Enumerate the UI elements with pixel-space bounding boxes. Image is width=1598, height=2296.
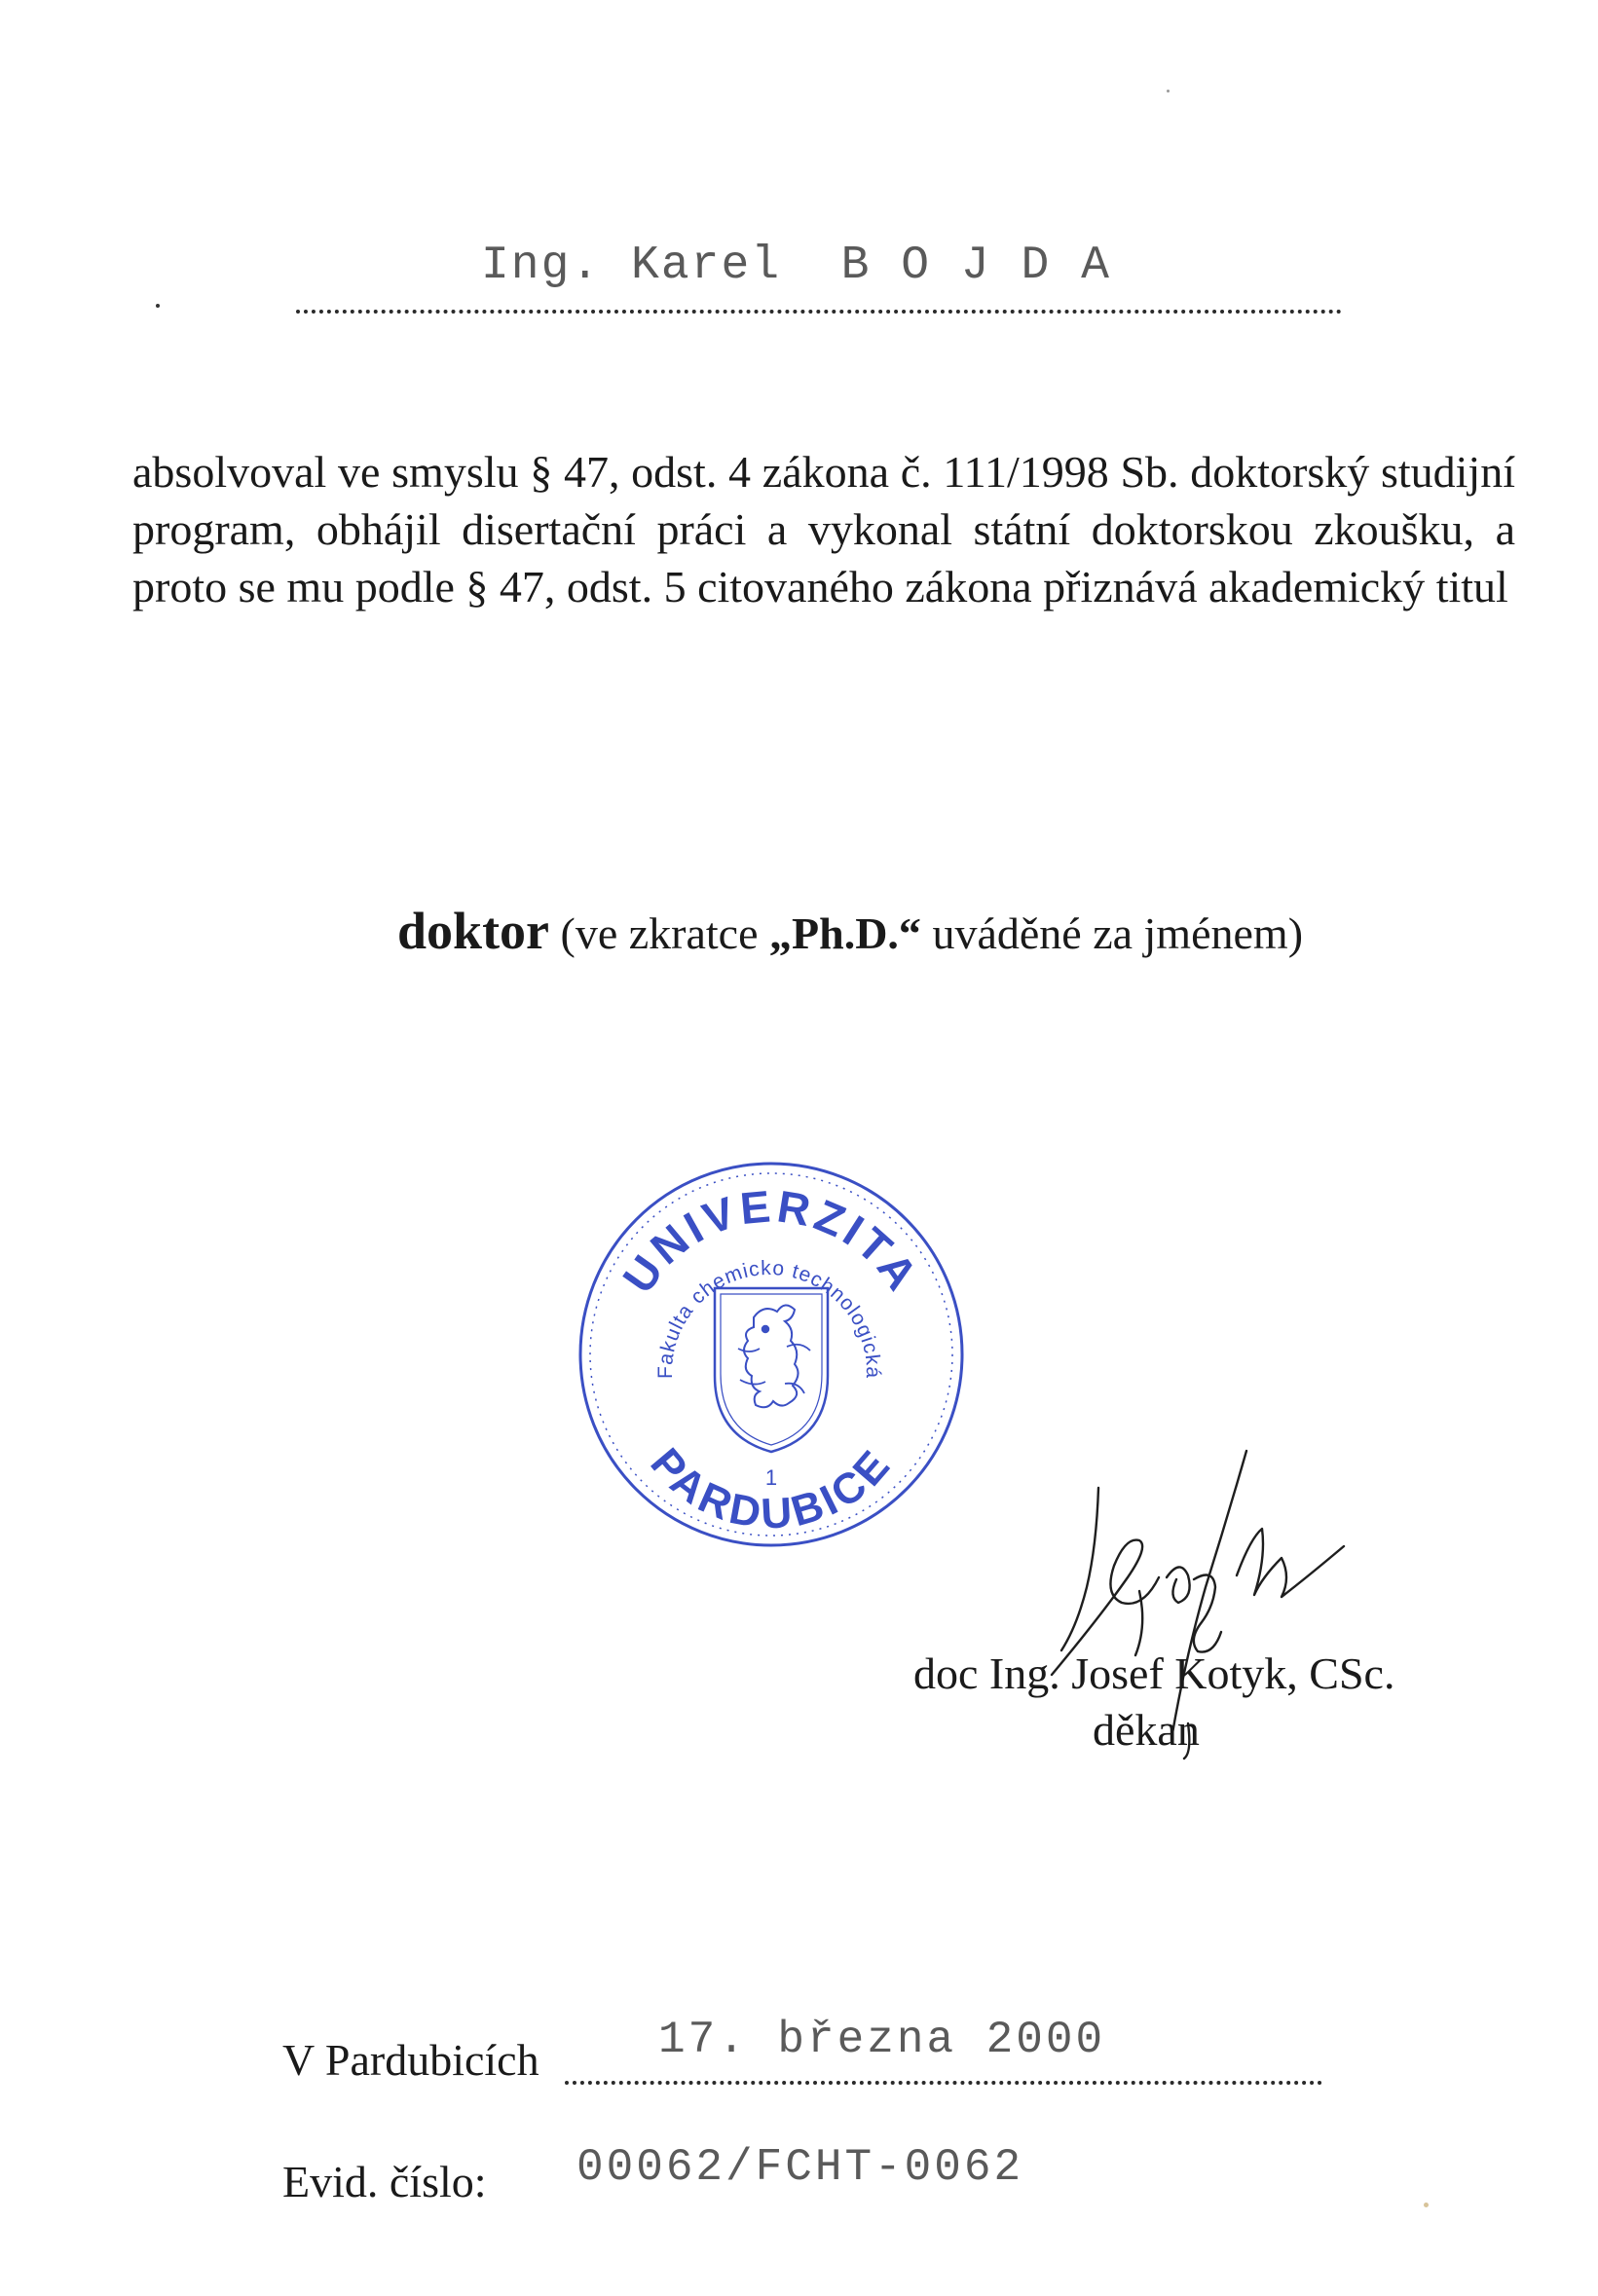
title-parenthetical-close: uváděné za jménem) xyxy=(920,908,1304,958)
stray-mark xyxy=(1424,2203,1429,2207)
issue-date: 17. března 2000 xyxy=(658,2015,1106,2065)
recipient-name: Ing. Karel B O J D A xyxy=(481,240,1111,292)
svg-text:Fakulta chemicko technologická: Fakulta chemicko technologická xyxy=(653,1256,885,1380)
university-stamp xyxy=(573,1154,970,1551)
signatory-role: děkan xyxy=(1093,1705,1200,1755)
place-label: V Pardubicích xyxy=(282,2035,539,2085)
degree-abbreviation: „Ph.D.“ xyxy=(769,908,921,958)
place-date-line xyxy=(282,2011,1324,2089)
stray-mark xyxy=(156,304,160,308)
evidence-label: Evid. číslo: xyxy=(282,2157,487,2206)
evidence-number-line xyxy=(282,2142,1159,2220)
svg-text:UNIVERZITA: UNIVERZITA xyxy=(613,1180,930,1303)
date-dotted-line xyxy=(565,2081,1322,2085)
evidence-number: 00062/FCHT-0062 xyxy=(576,2142,1024,2193)
stamp-number: 1 xyxy=(764,1465,778,1490)
stray-mark xyxy=(1167,90,1170,93)
signatory-block xyxy=(913,1646,1394,1759)
recipient-name-line xyxy=(296,240,1342,327)
svg-text:PARDUBICE: PARDUBICE xyxy=(641,1439,902,1538)
title-parenthetical-open: (ve zkratce xyxy=(549,908,770,958)
academic-title xyxy=(397,901,1303,961)
name-dotted-line xyxy=(296,310,1342,314)
signatory-name: doc Ing. Josef Kotyk, CSc. xyxy=(913,1648,1395,1698)
degree-name: doktor xyxy=(397,902,550,960)
body-paragraph: absolvoval ve smyslu § 47, odst. 4 zákona č. 111/1998 Sb. doktorský studijní program, obhájil disertační práci a vykonal státní doktorskou zkoušku, a proto se mu podle § 47, odst. 5 citovaného zákona přiznává akademický titul xyxy=(132,447,1515,611)
